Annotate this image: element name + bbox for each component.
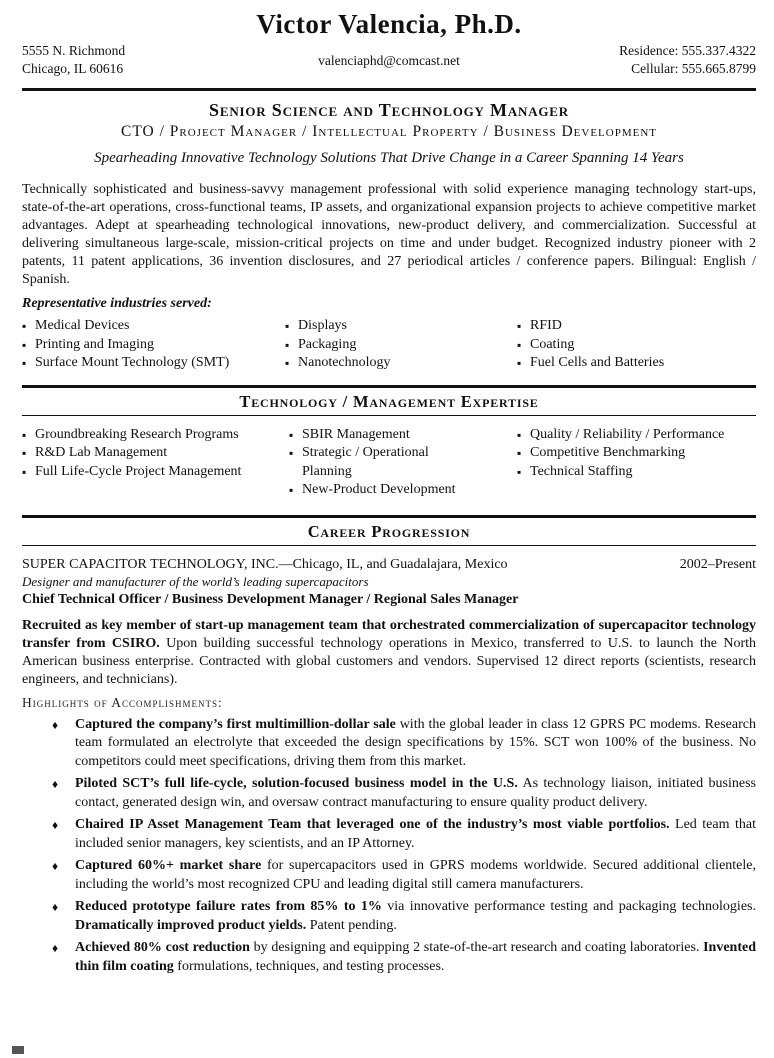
phone-cell: Cellular: 555.665.8799 (631, 61, 756, 76)
phones (619, 42, 756, 78)
list-item: ▪ Packaging (285, 336, 517, 355)
industries-heading: Representative industries served: (22, 296, 212, 311)
list-item: ▪ Fuel Cells and Batteries (517, 354, 756, 373)
summary-paragraph: Technically sophisticated and business-savvy management professional with solid experience managing technology start-ups, state-of-the-art operations, cross-functional teams, IP assets, and organizational expansion projects to achieve competitive market advantages. Adept at spearheading technological innovations, new-product delivery, and commercialization. Successful at delivering simultaneous large-scale, mission-critical projects on time and under budget. Recognized industry pioneer with 2 patents, 11 patent applications, 36 invention disclosures, and 27 periodical articles / conference papers. Bilingual: English / Spanish. (22, 182, 756, 287)
headline-title: Senior Science and Technology Manager (209, 100, 569, 120)
accomplishment-item (75, 775, 756, 812)
accomplishment-bold: Captured 60%+ market share (75, 858, 262, 873)
industries-list (22, 317, 756, 373)
phone-residence: Residence: 555.337.4322 (619, 43, 756, 58)
accomplishment-item (75, 816, 756, 853)
accomplishment-bold: Reduced prototype failure rates from 85% to 1% (75, 899, 382, 914)
job-summary (22, 617, 756, 689)
industries-col-3 (517, 317, 756, 373)
expertise-heading: Technology / Management Expertise (22, 385, 756, 416)
accomplishment-text: via innovative performance testing and packaging technologies. (381, 899, 756, 914)
accomplishment-item (75, 716, 756, 772)
accomplishment-item (75, 857, 756, 894)
industries-col-1 (22, 317, 285, 373)
job-role: Chief Technical Officer / Business Development Manager / Regional Sales Manager (22, 591, 519, 607)
accomplishment-text: for supercapacitors used in GPRS modems worldwide. Secured additional clientele, including the world’s most recognized CPU and leading digital still camera manufacturers. (75, 858, 756, 892)
job-header (22, 556, 756, 574)
career-heading: Career Progression (22, 515, 756, 546)
accomplishments-list (22, 716, 756, 977)
expertise-list (22, 426, 756, 500)
list-item: ▪ New-Product Development (289, 481, 517, 500)
job-dates: 2002–Present (679, 556, 756, 572)
list-item: ▪ Groundbreaking Research Programs (22, 426, 289, 445)
accomplishment-text: Patent pending. (306, 917, 397, 933)
list-item: ▪ Nanotechnology (285, 354, 517, 373)
list-item: ▪ RFID (517, 317, 756, 336)
list-item: ▪ Quality / Reliability / Performance (517, 426, 756, 445)
expertise-col-1 (22, 426, 289, 500)
company-description: Designer and manufacturer of the world’s leading supercapacitors (22, 573, 369, 589)
list-item: ▪ Displays (285, 317, 517, 336)
headline-tagline: Spearheading Innovative Technology Solutions That Drive Change in a Career Spanning 14 Years (94, 150, 684, 166)
accomplishment-text: As technology liaison, initiated business contact, generated design win, and oversaw contract manufacturing to ensure quality product delivery. (75, 776, 756, 810)
list-item: ▪ Medical Devices (22, 317, 285, 336)
accomplishment-bold: Chaired IP Asset Management Team that leveraged one of the industry’s most viable portfolios. (75, 817, 670, 832)
list-item: ▪ R&D Lab Management (22, 444, 289, 463)
address-line-2: Chicago, IL 60616 (22, 61, 124, 76)
list-item: ▪ Printing and Imaging (22, 336, 285, 355)
accomplishment-item (75, 939, 756, 976)
list-item: ▪ Full Life-Cycle Project Management (22, 463, 289, 482)
accomplishment-bold: Piloted SCT’s full life-cycle, solution-focused business model in the U.S. (75, 776, 518, 791)
address-line-1: 5555 N. Richmond (22, 43, 126, 58)
accomplishment-bold: Achieved 80% cost reduction (75, 940, 250, 955)
candidate-name: Victor Valencia, Ph.D. (256, 9, 522, 39)
accomplishment-text: formulations, techniques, and testing processes. (173, 958, 445, 974)
accomplishment-text: Led team that included senior managers, key scientists, and an IP Attorney. (75, 817, 756, 851)
list-item: ▪ SBIR Management (289, 426, 517, 445)
company-name: SUPER CAPACITOR TECHNOLOGY, INC.—Chicago, IL, and Guadalajara, Mexico (22, 556, 508, 572)
expertise-col-3 (517, 426, 756, 500)
page-edge-mark (12, 1046, 24, 1054)
header-rule (22, 88, 756, 91)
resume-page (22, 0, 756, 980)
highlights-heading: Highlights of Accomplishments: (22, 694, 223, 710)
industries-col-2 (285, 317, 517, 373)
expertise-col-2 (289, 426, 517, 500)
list-item: ▪ Competitive Benchmarking (517, 444, 756, 463)
accomplishment-text: by designing and equipping 2 state-of-the-art research and coating laboratories. (249, 940, 704, 955)
headline-roles: CTO / Project Manager / Intellectual Property / Business Development (120, 123, 657, 140)
accomplishment-text: with the global leader in class 12 GPRS PC modems. Research team formulated an electrolyte that exceeded the design specifications by 15%. SCT won 100% of the business. No competitors could meet specifications, driving them from this market. (75, 716, 756, 769)
email: valenciaphd@comcast.net (318, 53, 460, 68)
accomplishment-item (75, 898, 756, 935)
list-item: ▪ Technical Staffing (517, 463, 756, 482)
list-item: ▪ Surface Mount Technology (SMT) (22, 354, 285, 373)
accomplishment-bold: Dramatically improved product yields. (75, 917, 307, 933)
list-item: ▪ Strategic / Operational Planning (289, 444, 472, 481)
accomplishment-bold: Captured the company’s first multimillion-dollar sale (75, 716, 396, 732)
contact-block (22, 42, 756, 88)
list-item: ▪ Coating (517, 336, 756, 355)
job-summary-text: Upon building successful technology operations in Mexico, transferred to U.S. to launch the North American business enterprise. Contracted with global customers and vendors. Supervised 12 direct reports (scientists, research engineers, and technicians). (22, 635, 757, 687)
job-summary-bold: Recruited as key member of start-up management team that orchestrated commercialization of supercapacitor technology transfer from CSIRO. (22, 617, 756, 651)
accomplishment-bold: Invented thin film coating (75, 940, 756, 974)
